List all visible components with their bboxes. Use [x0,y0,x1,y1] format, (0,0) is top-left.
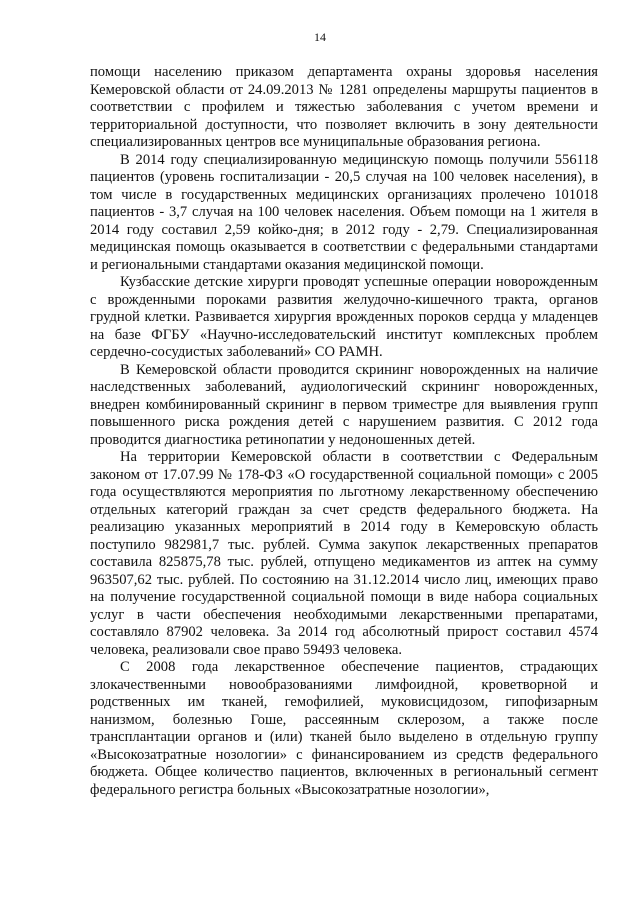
paragraph-6: С 2008 года лекарственное обеспечение пациентов, страдающих злокачественными новообразованиями лимфоидной, кроветворной и родственных им тканей, гемофилией, муковисцидозом, гипофизарным нанизмом, болезнью Гоше, рассеянным склерозом, а также после трансплантации органов и (или) тканей было выделено в отдельную группу «Высокозатратные нозологии» с финансированием из средств федерального бюджета. Общее количество пациентов, включенных в региональный сегмент федерального регистра больных «Высокозатратные нозологии», [90,659,598,798]
paragraph-4: В Кемеровской области проводится скрининг новорожденных на наличие наследственных заболеваний, аудиологический скрининг новорожденных, внедрен комбинированный скрининг в первом триместре для выявления групп повышенного риска рождения детей с нарушением развития. С 2012 года проводится диагностика ретинопатии у недоношенных детей. [90,361,598,448]
paragraph-2: В 2014 году специализированную медицинскую помощь получили 556118 пациентов (уровень госпитализации - 20,5 случая на 100 человек населения), в том числе в государственных медицинских организациях пролечено 101018 пациентов - 3,7 случая на 100 человек населения. Объем помощи на 1 жителя в 2014 году составил 2,59 койко-дня; в 2012 году - 2,79. Специализированная медицинская помощь оказывается в соответствии с федеральными стандартами и региональными стандартами оказания медицинской помощи. [90,151,598,273]
paragraph-5: На территории Кемеровской области в соответствии с Федеральным законом от 17.07.99 № 178-ФЗ «О государственной социальной помощи» с 2005 года осуществляются мероприятия по льготному лекарственному обеспечению отдельных категорий граждан за счет средств федерального бюджета. На реализацию указанных мероприятий в 2014 году в Кемеровскую область поступило 982981,7 тыс. рублей. Сумма закупок лекарственных препаратов составила 825875,78 тыс. рублей, отпущено медикаментов из аптек на сумму 963507,62 тыс. рублей. По состоянию на 31.12.2014 число лиц, имеющих право на получение государственной социальной помощи в виде набора социальных услуг в части обеспечения необходимыми лекарственными препаратами, составляло 87902 человека. За 2014 год абсолютный прирост составил 4574 человека, реализовали свое право 59493 человека. [90,449,598,658]
document-body [90,64,598,799]
paragraph-3: Кузбасские детские хирурги проводят успешные операции новорожденным с врожденными пороками развития желудочно-кишечного тракта, органов грудной клетки. Развивается хирургия врожденных пороков сердца у младенцев на базе ФГБУ «Научно-исследовательский институт комплексных проблем сердечно-сосудистых заболеваний» СО РАМН. [90,274,598,360]
page-number: 14 [314,30,326,44]
paragraph-1: помощи населению приказом департамента охраны здоровья населения Кемеровской области от 24.09.2013 № 1281 определены маршруты пациентов в соответствии с профилем и тяжестью заболевания с учетом времени и территориальной доступности, что позволяет включить в зону деятельности специализированных центров все муниципальные образования региона. [90,64,598,150]
